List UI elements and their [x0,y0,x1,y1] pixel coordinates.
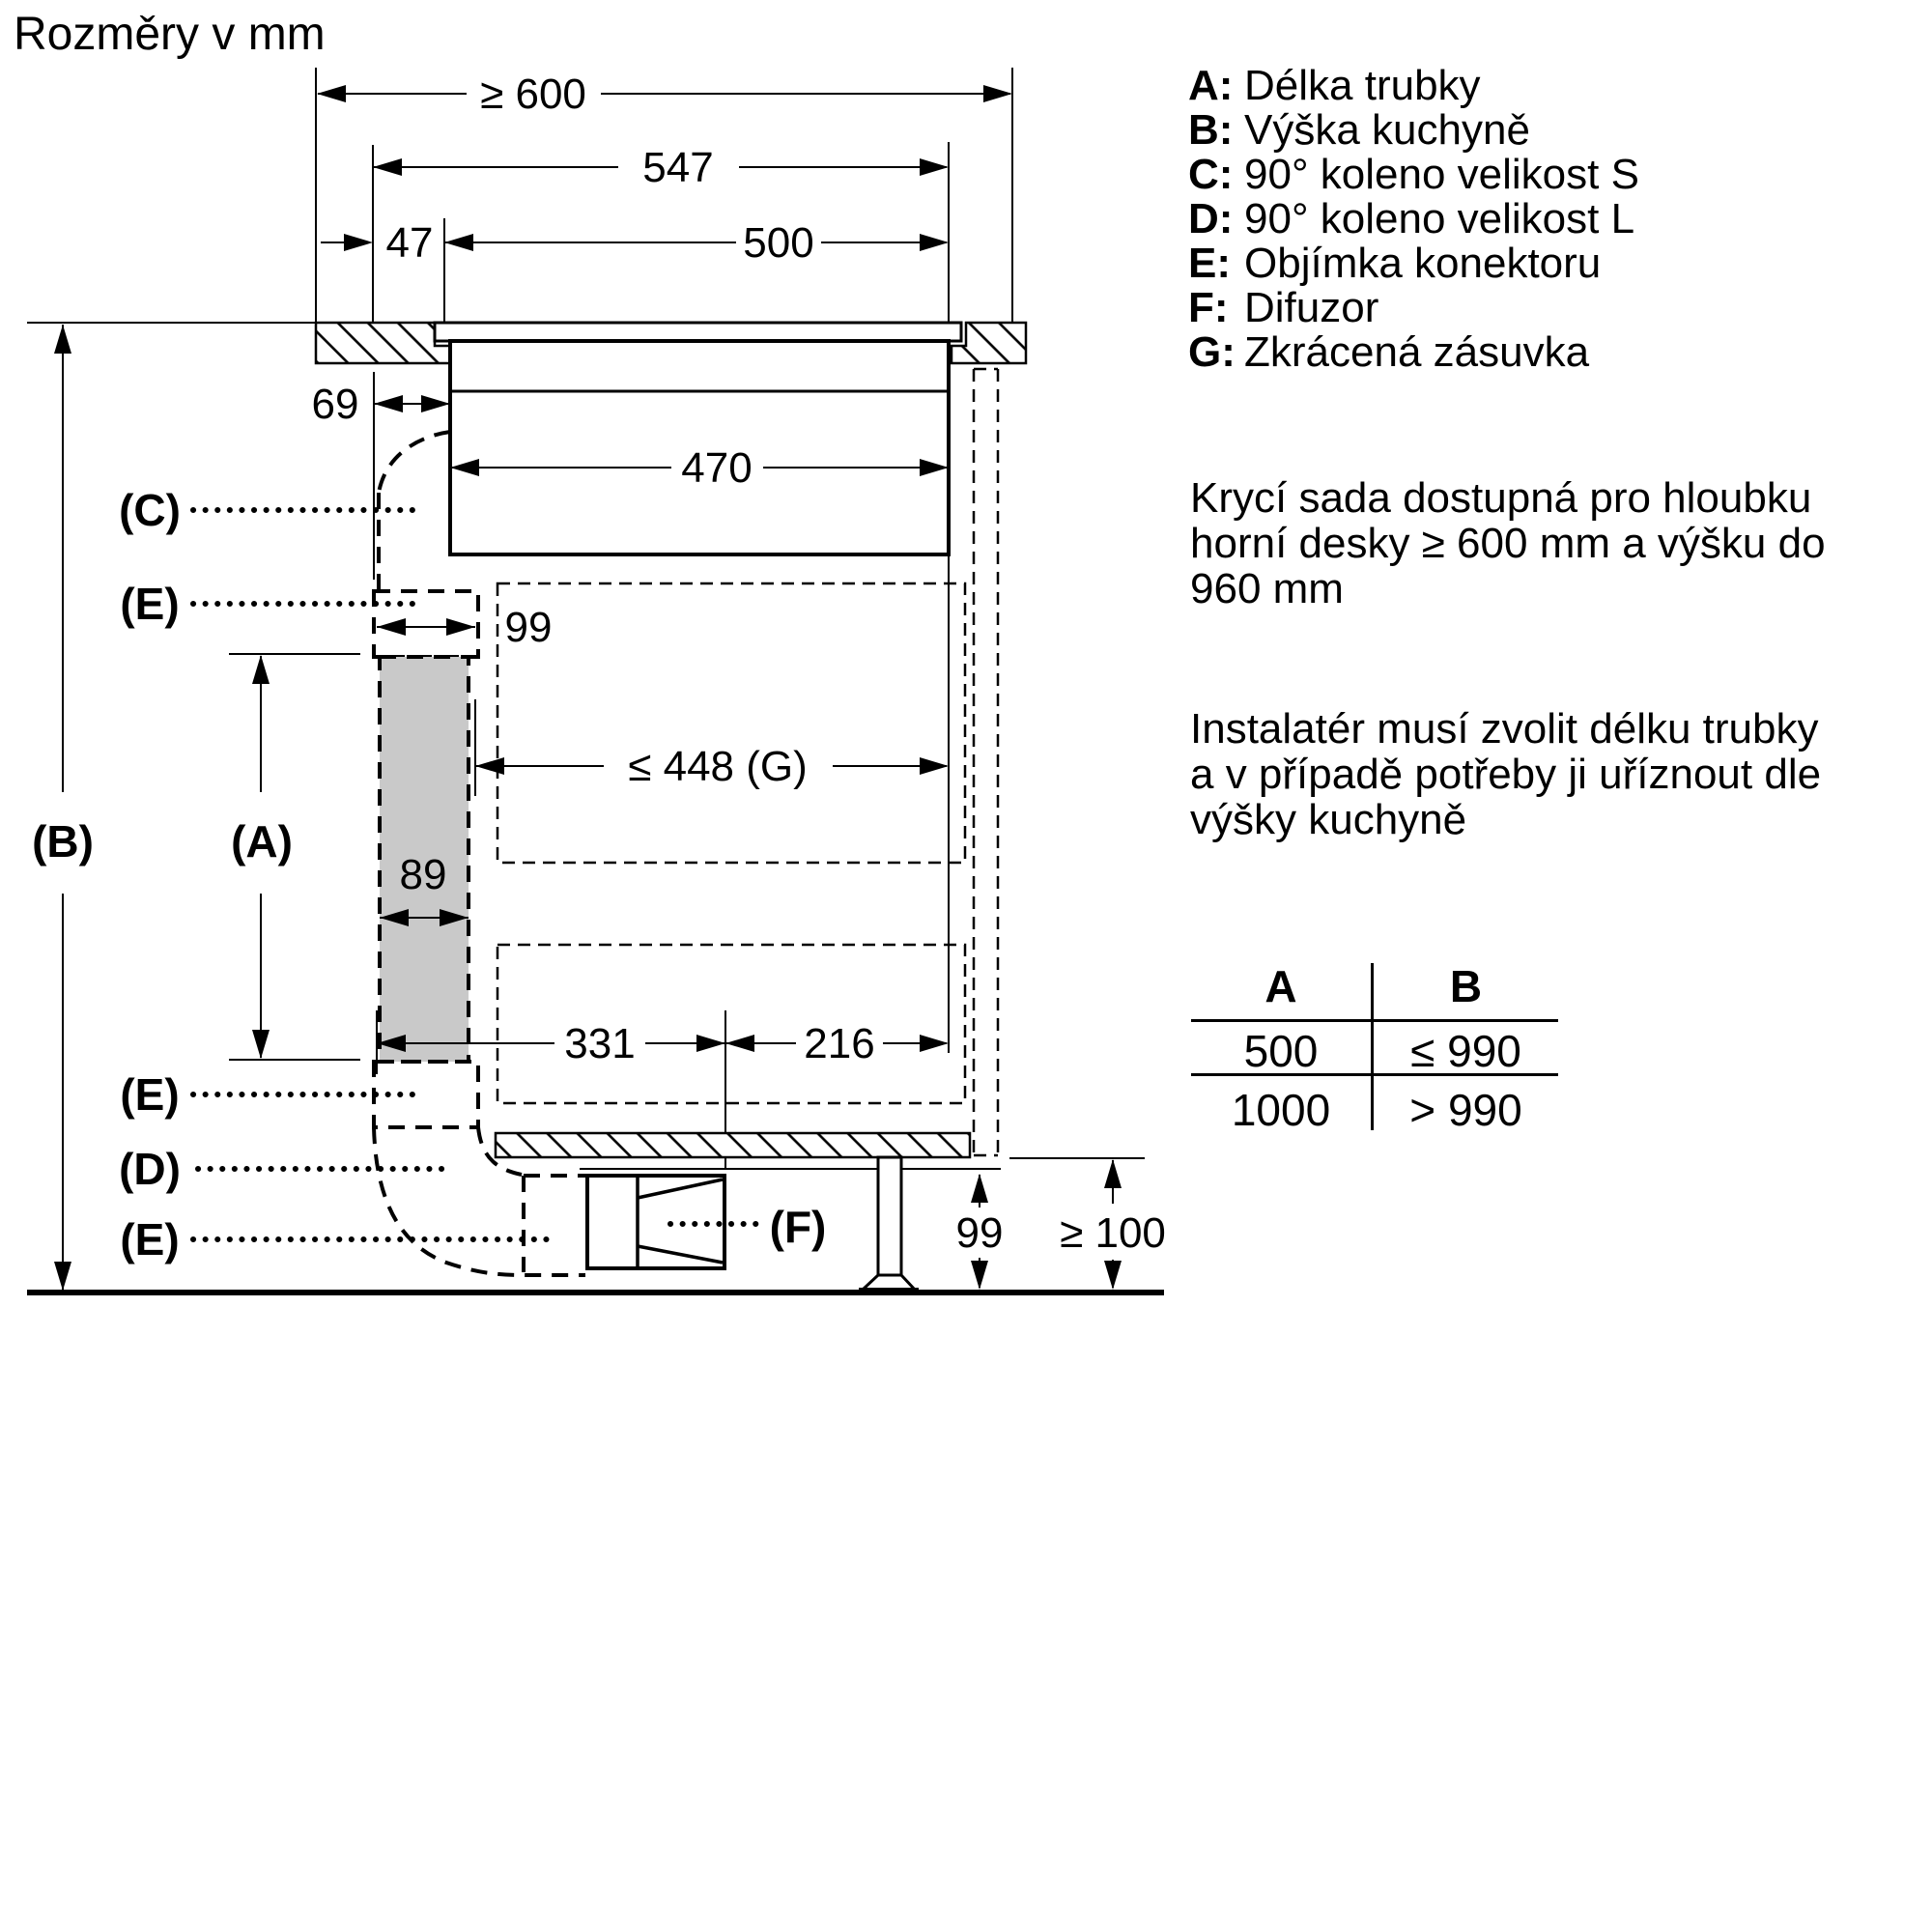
legend-text: Difuzor [1244,284,1379,331]
dim-duct-offset [312,381,450,428]
svg-text:500: 500 [743,219,814,267]
dim-worktop-depth [317,71,1012,118]
legend-key: F: [1188,284,1229,331]
dim-plinth-height [956,1174,1004,1290]
floor-line [27,1290,1164,1295]
legend-text: 90° koleno velikost S [1244,151,1639,198]
dim-pipe-length [231,655,293,1059]
dim-kitchen-height [32,325,94,1291]
note-line: 960 mm [1190,565,1344,612]
table-header-a: A [1264,961,1297,1011]
svg-text:99: 99 [955,1209,1004,1257]
svg-text:216: 216 [804,1020,875,1067]
legend-text: Objímka konektoru [1244,240,1602,287]
worktop-right-block [952,323,1026,363]
svg-text:≥ 100: ≥ 100 [1060,1209,1166,1257]
legend-text: Délka trubky [1244,62,1481,109]
legend-key: D: [1188,195,1234,242]
label-diffuser: (F) [769,1202,827,1252]
elbow-s-outline [379,432,450,493]
label-connector-lowest: (E) [120,1214,180,1264]
table-header-b: B [1449,961,1483,1011]
label-elbow-l: (D) [119,1144,181,1194]
note-line: Krycí sada dostupná pro hloubku [1190,474,1812,522]
dim-connector-width [377,604,552,651]
svg-text:≤ 448 (G): ≤ 448 (G) [628,743,808,790]
cabinet-base [496,1133,970,1295]
dim-front-gap [321,219,433,267]
label-connector-bottom: (E) [120,1069,180,1120]
dim-drawer-depth [475,743,949,790]
svg-text:547: 547 [642,144,714,191]
note-line: výšky kuchyně [1190,796,1467,843]
legend-text: Zkrácená zásuvka [1244,328,1590,376]
legend-key: B: [1188,106,1234,154]
dim-cutout-width [444,219,949,267]
page-title: Rozměry v mm [14,9,326,60]
legend-text: Výška kuchyně [1244,106,1530,154]
table-cell-b2: > 990 [1409,1085,1522,1135]
diffuser [587,1176,724,1268]
svg-text:(A): (A) [231,816,293,867]
extension-lines [229,68,1145,1169]
svg-text:47: 47 [385,219,434,267]
note-line: horní desky ≥ 600 mm a výšku do [1190,520,1826,567]
hob-unit [435,323,961,554]
svg-text:69: 69 [311,381,359,428]
table-cell-b1: ≤ 990 [1410,1026,1521,1076]
table-cell-a1: 500 [1243,1026,1319,1076]
table-cell-a2: 1000 [1231,1085,1331,1135]
svg-text:470: 470 [681,444,753,492]
dim-plate-width [373,144,949,191]
legend-key: A: [1188,62,1234,109]
svg-text:89: 89 [399,851,447,898]
svg-text:≥ 600: ≥ 600 [480,71,586,118]
leg-foot [863,1275,915,1290]
svg-text:(B): (B) [32,816,94,867]
dim-leg-to-back [725,1020,949,1067]
note-line: Instalatér musí zvolit délku trubky [1190,705,1819,753]
legend-key: C: [1188,151,1234,198]
cabinet-leg [878,1157,901,1275]
label-elbow-s: (C) [119,485,181,535]
note-line: a v případě potřeby ji uříznout dle [1190,751,1822,798]
legend-key: G: [1188,328,1236,376]
cabinet-bottom-panel [496,1133,970,1157]
legend-key: E: [1188,240,1231,287]
legend-text: 90° koleno velikost L [1244,195,1635,242]
svg-text:331: 331 [564,1020,636,1067]
label-connector-top: (E) [120,579,180,629]
dim-floor-clearance [1060,1159,1166,1290]
svg-text:99: 99 [504,604,553,651]
hob-top-plate [435,323,961,341]
shortened-drawer-g [497,583,965,863]
